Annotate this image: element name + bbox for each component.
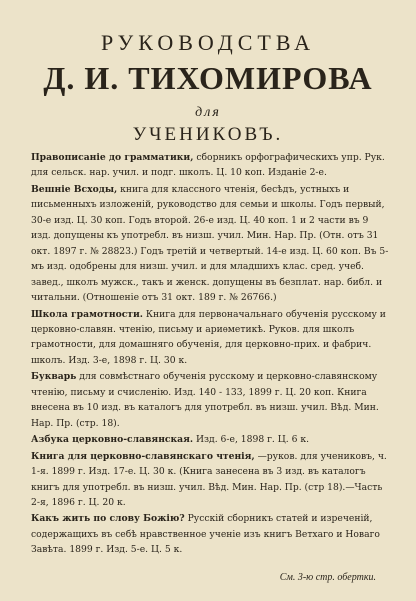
book-description: для совмѣстнаго обученія русскому и церковно-славянскому чтенію, письму и счисленію. Изд. 140 - 133, 1899 г. Ц. 20 коп. Книга внесена въ 10 изд. въ каталогъ для употребл. въ низш. учил. Вѣд. Мин. Нар. Пр. (стр. 18).	[31, 371, 379, 429]
book-entry	[31, 182, 390, 306]
book-description: —руков. для учениковъ, ч. 1-я. 1899 г. Изд. 17-е. Ц. 30 к. (Книга занесена въ 3 изд. въ каталогъ книгъ для употребл. въ низш. учил. Вѣд. Мин. Нар. Пр. (стр 18).—Часть 2-я, 1896 г. Ц. 20 к.	[31, 450, 387, 508]
book-entry	[31, 432, 390, 447]
book-description: книга для классного чтенія, бесѣдъ, устныхъ и письменныхъ изложеній, руководство для семьи и школы. Годъ первый, 30-е изд. Ц. 30 коп. Годъ второй. 26-е изд. Ц. 40 коп. 1 и 2 части въ 9 изд. допущены къ употребл. въ низш. учил. Мин. Нар. Пр. (Отн. отъ 31 окт. 1897 г. № 28823.) Годъ третій и четвертый. 14-е изд. Ц. 60 коп. Въ 5-мъ изд. одобрены для низш. учил. и для младшихъ клас. сред. учеб. завед., школъ мужск., такъ и женск. допущены въ безплат. нар. библ. и читальни. (Отношеніе отъ 31 окт. 189 г. № 26766.)	[31, 183, 389, 304]
book-title: Книга для церковно-славянскаго чтенія,	[31, 450, 255, 462]
book-title: Какъ жить по слову Божію?	[31, 513, 185, 525]
book-entry	[31, 449, 390, 511]
book-entry	[31, 150, 390, 181]
book-entry	[31, 369, 390, 431]
book-title: Правописаніе до грамматики,	[31, 152, 194, 163]
book-title: Вешніе Всходы,	[31, 183, 118, 195]
heading-guides: РУКОВОДСТВА	[100, 30, 316, 55]
book-description: Русскій сборникъ статей и изреченій, содержащихъ въ себѣ нравственное ученіе изъ книгъ Ветхаго и Новаго Завѣта. 1899 г. Изд. 5-е. Ц. 5 к.	[31, 513, 380, 556]
cover-reference-note: См. 3-ю стр. обертки.	[279, 572, 376, 583]
book-title: Школа грамотности.	[31, 308, 144, 320]
book-description: Изд. 6-е, 1898 г. Ц. 6 к.	[193, 434, 310, 446]
book-title: Букварь	[31, 371, 77, 383]
heading-for: для	[195, 105, 221, 120]
book-entry	[31, 511, 390, 557]
book-entry	[31, 307, 390, 369]
book-title: Азбука церковно-славянская.	[31, 434, 194, 446]
book-description: Книга для первоначальнаго обученія русскому и церковно-славян. чтенію, письму и ариѳметикѣ. Руков. для школъ грамотности, для домашняго обученія, для церковно-прих. и фабрич. школъ. Изд. 3-е, 1898 г. Ц. 30 к.	[31, 308, 386, 366]
heading-students: УЧЕНИКОВЪ.	[132, 124, 284, 145]
book-description: сборникъ орфографическихъ упр. Рук. для сельск. нар. учил. и подг. школъ. Ц. 10 коп. Изданіе 2-е.	[31, 152, 385, 179]
book-list	[31, 150, 390, 559]
heading-author: Д. И. ТИХОМИРОВА	[43, 60, 373, 96]
